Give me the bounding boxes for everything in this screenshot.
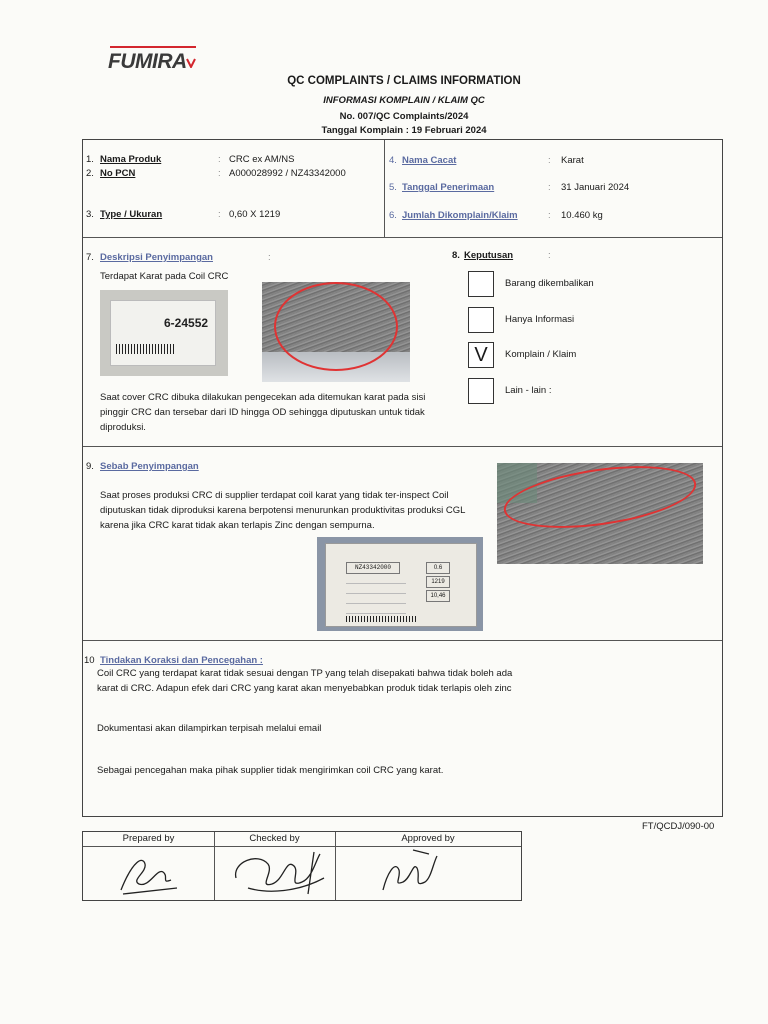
separator: :	[548, 210, 551, 221]
claim-quantity-value: 10.460 kg	[561, 210, 603, 221]
field-num: 4.	[389, 155, 397, 166]
signature-table	[82, 831, 522, 901]
barcode	[116, 344, 176, 354]
decision-label: Keputusan	[464, 250, 514, 261]
document-subtitle: INFORMASI KOMPLAIN / KLAIM QC	[323, 95, 485, 106]
root-cause-label: Sebab Penyimpangan	[100, 461, 199, 472]
barcode	[346, 616, 416, 622]
coil-tag	[325, 543, 477, 627]
separator: :	[548, 182, 551, 193]
pcn-value: A000028992 / NZ43342000	[229, 168, 346, 179]
form-code: FT/QCDJ/090-00	[642, 821, 715, 832]
logo-accent-bar	[110, 46, 196, 48]
type-size-label: Type / Ukuran	[100, 209, 163, 220]
documentation-note: Dokumentasi akan dilampirkan terpisah melalui email	[97, 723, 322, 734]
defect-highlight-circle	[274, 282, 398, 371]
tag-width: 1219	[426, 576, 450, 588]
tag-grid	[346, 578, 406, 614]
company-logo: FUMIRA	[108, 50, 187, 73]
defect-name-label: Nama Cacat	[402, 155, 457, 166]
separator: :	[218, 209, 221, 220]
separator: :	[548, 155, 551, 166]
tag-code: NZ43342000	[346, 562, 400, 574]
root-cause-body: Saat proses produksi CRC di supplier terdapat coil karat yang tidak ter-inspect Coil diputuskan tidak diproduksi karena berpotensi menurunkan produktivitas produksi CGL karena jika CRC karat tidak akan terlapis Zinc dengan sempurna.	[100, 490, 466, 531]
section-num: 9.	[86, 461, 94, 472]
divider	[83, 446, 722, 447]
info-only-label: Hanya Informasi	[505, 314, 575, 325]
section-num: 10	[84, 655, 95, 666]
prepared-by-label: Prepared by	[122, 833, 175, 844]
pcn-label: No PCN	[100, 168, 136, 179]
coil-label-photo	[100, 290, 228, 376]
approved-signature	[373, 846, 443, 898]
document-number: No. 007/QC Complaints/2024	[339, 111, 469, 122]
separator: :	[268, 252, 271, 263]
separator: :	[218, 168, 221, 179]
field-num: 5.	[389, 182, 397, 193]
section-num: 7.	[86, 252, 94, 263]
handwritten-label: 6-24552	[164, 316, 209, 330]
claim-quantity-label: Jumlah Dikomplain/Klaim	[402, 210, 518, 221]
receipt-date-label: Tanggal Penerimaan	[402, 182, 495, 193]
info-only-checkbox[interactable]	[468, 307, 494, 333]
coil-tag-photo	[317, 537, 483, 631]
field-num: 2.	[86, 168, 94, 179]
corrective-action-body: Coil CRC yang terdapat karat tidak sesuai dengan TP yang telah disepakati bahwa tidak boleh ada karat di CRC. Adapun efek dari CRC yang karat akan menyebabkan produk tidak terlapis oleh zinc	[97, 668, 513, 694]
other-label: Lain - lain :	[505, 385, 552, 396]
divider	[83, 237, 722, 238]
rusty-coil-edge-photo	[497, 463, 703, 564]
other-checkbox[interactable]	[468, 378, 494, 404]
complaint-claim-label: Komplain / Klaim	[505, 349, 577, 360]
divider	[83, 846, 521, 847]
return-goods-label: Barang dikembalikan	[505, 278, 594, 289]
field-num: 1.	[86, 154, 94, 165]
corrective-action-label: Tindakan Koraksi dan Pencegahan :	[100, 655, 263, 666]
product-name-label: Nama Produk	[100, 154, 162, 165]
field-num: 6.	[389, 210, 397, 221]
field-num: 3.	[86, 209, 94, 220]
deviation-body: Saat cover CRC dibuka dilakukan pengecekan ada ditemukan karat pada sisi pinggir CRC dan tersebar dari ID hingga OD sehingga diputuskan untuk tidak diproduksi.	[100, 392, 426, 433]
deviation-description-label: Deskripsi Penyimpangan	[100, 252, 213, 263]
product-name-value: CRC ex AM/NS	[229, 154, 295, 165]
document-title: QC COMPLAINTS / CLAIMS INFORMATION	[287, 75, 521, 87]
approved-by-label: Approved by	[401, 833, 455, 844]
tag-size: 0.6	[426, 562, 450, 574]
separator: :	[218, 154, 221, 165]
deviation-intro: Terdapat Karat pada Coil CRC	[100, 271, 229, 282]
tag-weight: 10,46	[426, 590, 450, 602]
product-label-sticker	[110, 300, 216, 366]
defect-name-value: Karat	[561, 155, 584, 166]
complaint-date: Tanggal Komplain : 19 Februari 2024	[321, 125, 487, 136]
divider	[384, 140, 385, 237]
receipt-date-value: 31 Januari 2024	[561, 182, 630, 193]
prevention-note: Sebagai pencegahan maka pihak supplier tidak mengirimkan coil CRC yang karat.	[97, 765, 444, 776]
complaint-claim-checkbox[interactable]: V	[468, 342, 494, 368]
type-size-value: 0,60 X 1219	[229, 209, 281, 220]
separator: :	[548, 250, 551, 261]
checked-signature	[228, 848, 328, 900]
section-num: 8.	[452, 250, 460, 261]
rusty-coil-photo	[262, 282, 410, 382]
logo-mark-icon	[186, 58, 196, 68]
divider	[83, 640, 722, 641]
checked-by-label: Checked by	[249, 833, 300, 844]
return-goods-checkbox[interactable]	[468, 271, 494, 297]
prepared-signature	[113, 850, 183, 898]
